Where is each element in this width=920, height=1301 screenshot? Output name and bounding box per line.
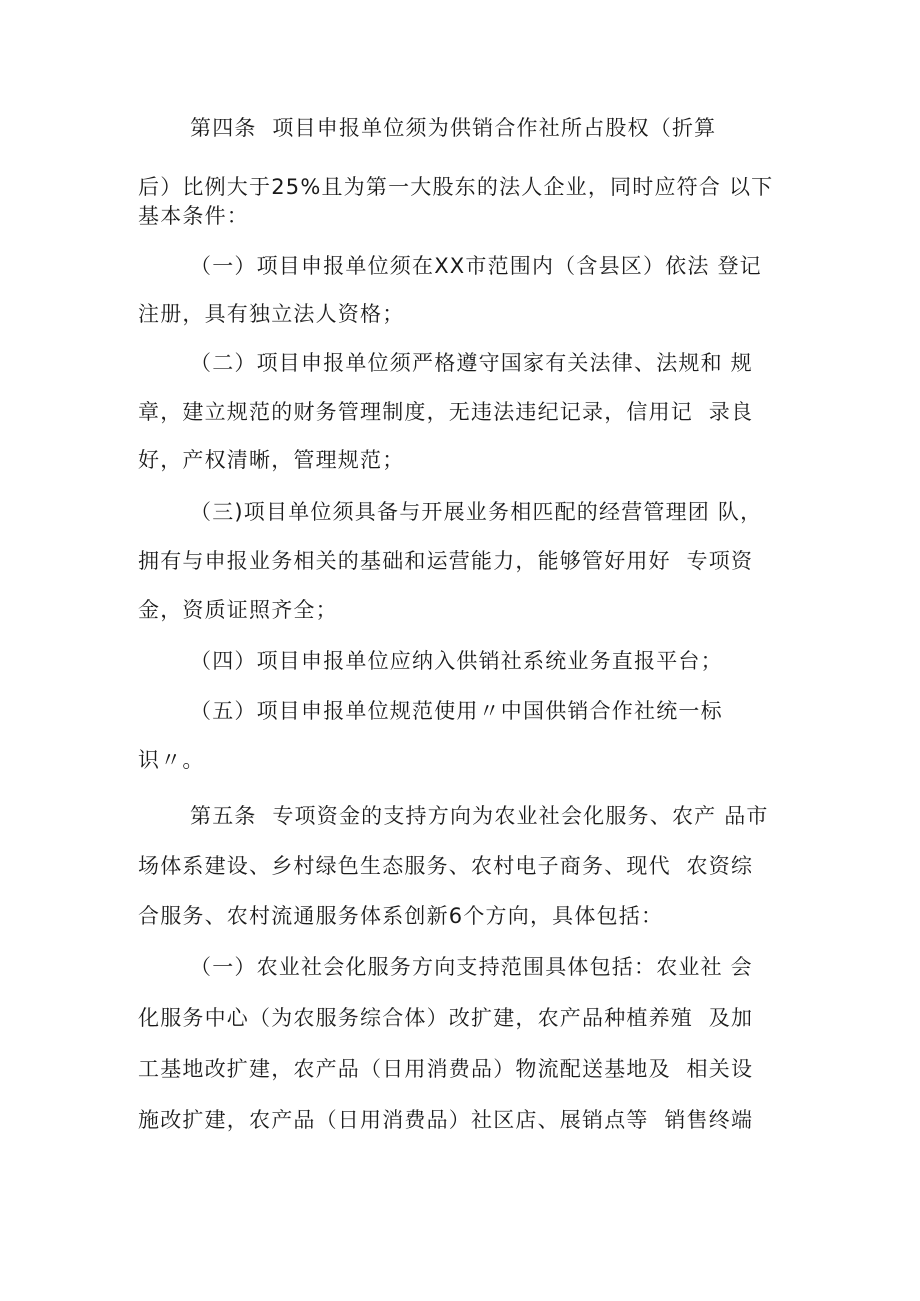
text-line-4: （一）项目申报单位须在XX市范围内（含县区）依法 登记: [190, 254, 762, 278]
text-line-11: 金，资质证照齐全；: [138, 598, 338, 622]
text-line-1: 第四条 项目申报单位须为供销合作社所占股权（折算: [190, 116, 717, 140]
text-line-16: 场体系建设、乡村绿色生态服务、农村电子商务、现代 农资综: [138, 854, 754, 878]
text-line-17: 合服务、农村流通服务体系创新6个方向，具体包括：: [138, 904, 664, 928]
text-line-8: 好，产权清晰，管理规范；: [138, 448, 405, 472]
text-line-19: 化服务中心（为农服务综合体）改扩建，农产品种植养殖 及加: [138, 1006, 754, 1030]
text-line-3: 基本条件：: [138, 204, 249, 228]
text-line-15: 第五条 专项资金的支持方向为农业社会化服务、农产 品市: [190, 804, 769, 828]
text-line-13: （五）项目申报单位规范使用〃中国供销合作社统一标: [190, 699, 723, 723]
text-line-7: 章，建立规范的财务管理制度，无违法违纪记录，信用记 录良: [138, 400, 754, 424]
text-line-5: 注册，具有独立法人资格；: [138, 302, 405, 326]
text-line-18: （一）农业社会化服务方向支持范围具体包括：农业社 会: [190, 955, 753, 979]
text-line-10: 拥有与申报业务相关的基础和运营能力，能够管好用好 专项资: [138, 549, 754, 573]
text-line-20: 工基地改扩建，农产品（日用消费品）物流配送基地及 相关设: [138, 1057, 754, 1081]
text-line-12: （四）项目申报单位应纳入供销社系统业务直报平台；: [190, 649, 723, 673]
text-line-9: （三)项目单位须具备与开展业务相匹配的经营管理团 队，: [190, 500, 763, 524]
text-line-14: 识〃。: [138, 748, 205, 772]
text-line-6: （二）项目申报单位须严格遵守国家有关法律、法规和 规: [190, 351, 753, 375]
text-line-21: 施改扩建，农产品（日用消费品）社区店、展销点等 销售终端: [138, 1108, 754, 1132]
text-line-2: 后）比例大于25%且为第一大股东的法人企业，同时应符合 以下: [138, 175, 774, 199]
